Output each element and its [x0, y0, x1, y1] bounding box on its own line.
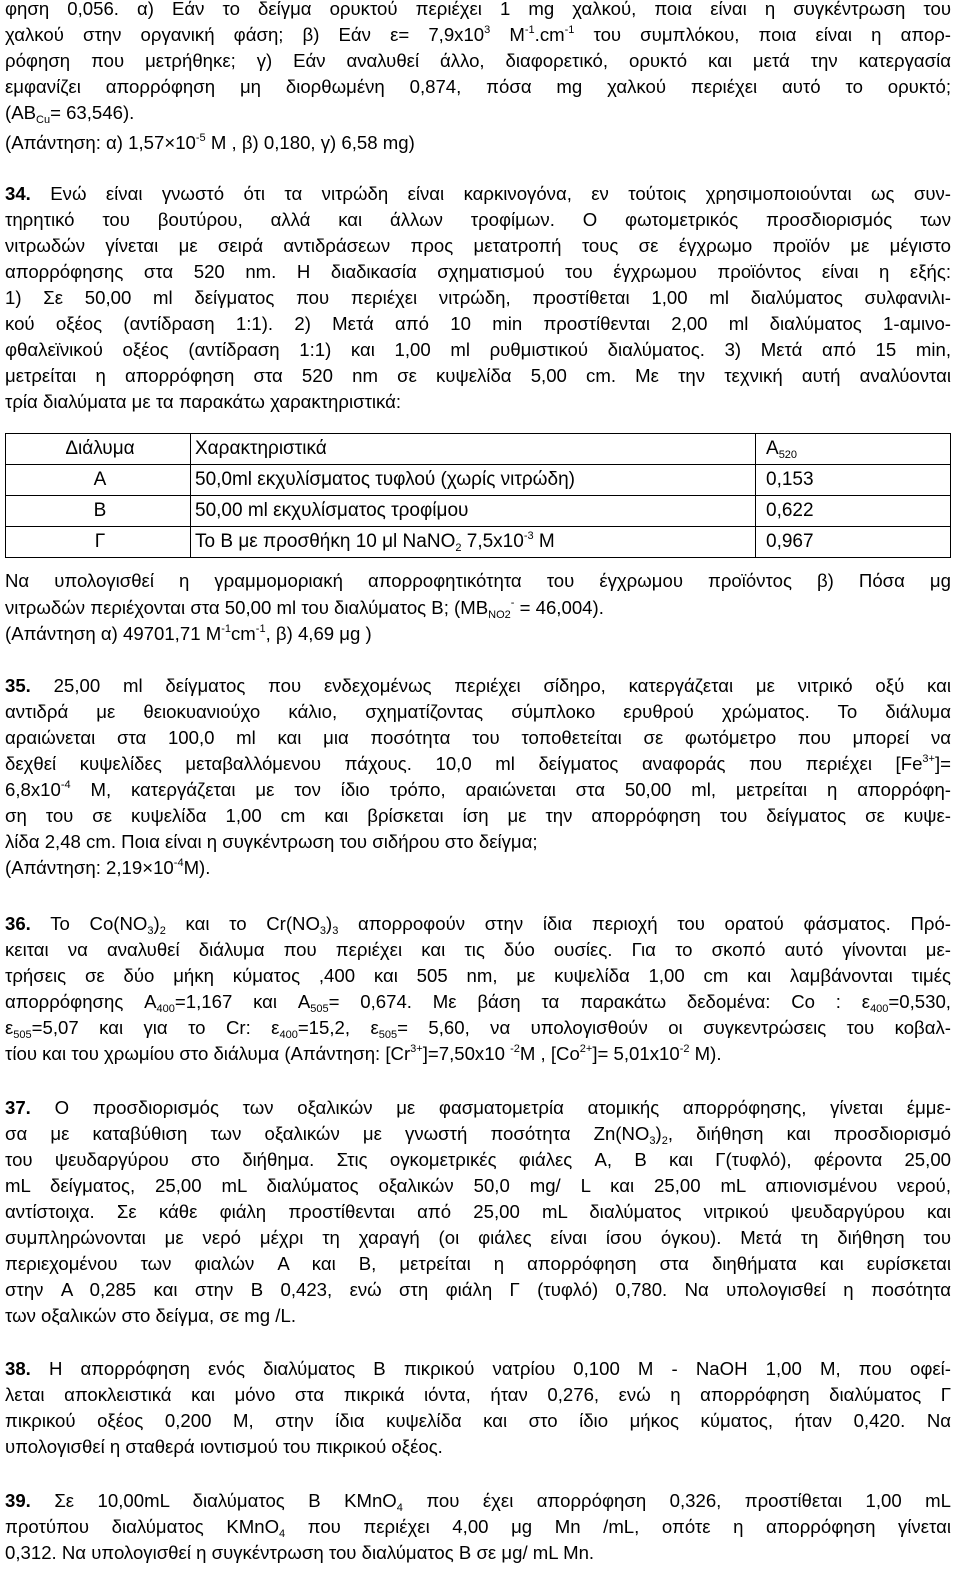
- p34-line-3: [5, 235, 951, 257]
- text: κού οξέος (αντίδραση 1:1). 2) Μετά από 10 min προστίθενται 2,00 ml διαλύματος 1-αμινο-: [5, 313, 951, 334]
- text: = 46,004).: [514, 597, 604, 618]
- superscript: -1: [255, 623, 266, 635]
- text: περιεχομένου των φιαλών A και B, μετρείται η απορρόφηση στα διηθήματα και ευρίσκεται: [5, 1253, 951, 1274]
- text: Γ: [94, 531, 106, 552]
- p34-line-2: [5, 209, 951, 231]
- superscript: -1: [564, 24, 575, 36]
- table-header-cell: [191, 434, 756, 465]
- p36-line-4: [5, 991, 951, 1013]
- text: Το Co(NO: [30, 913, 148, 934]
- problem-number: 39.: [5, 1490, 31, 1511]
- p38-line-4: [5, 1436, 951, 1458]
- text: ]=: [934, 753, 951, 774]
- text: (Απάντηση α) 49701,71 M: [5, 623, 222, 644]
- text: τρήσεις σε δύο μήκη κύματος ,400 και 505 nm, με κυψελίδα 1,00 cm και λαμβάνονται τιμές: [5, 965, 951, 986]
- text: απορρόφησης A: [5, 991, 157, 1012]
- subscript: NO2: [488, 609, 511, 621]
- text: 6,8x10: [5, 779, 61, 800]
- text: του ψευδαργύρου στο διήθημα. Στις ογκομετρικές φιάλες A, B και Γ(τυφλό), φέροντα 25,00: [5, 1149, 951, 1170]
- p34-line-8: [5, 365, 951, 387]
- superscript: -2: [679, 1043, 690, 1055]
- text: , β) 4,69 μg ): [265, 623, 372, 644]
- header-characteristics: Χαρακτηριστικά: [195, 438, 327, 459]
- text: ]= 5,01x10: [592, 1043, 680, 1064]
- text: = 5,60, να υπολογισθούν οι συγκεντρώσεις του κοβαλ-: [397, 1017, 951, 1038]
- subscript: 3: [319, 925, 327, 937]
- superscript: 3+: [410, 1043, 423, 1055]
- subscript: 400: [870, 1003, 889, 1015]
- subscript: 3: [332, 925, 339, 937]
- p33-line-1: [5, 0, 951, 20]
- p34-line-7: [5, 339, 951, 361]
- text: πικρικού οξέος 0,200 M, στην ίδια κυψελίδα και στο ίδιο μήκος κύματος, ήταν 0,420. Να: [5, 1410, 951, 1431]
- text: λεται αποκλειστικά και μόνο στα πικρικά ιόντα, ήταν 0,276, ενώ η απορρόφηση διαλύματος Γ: [5, 1384, 951, 1405]
- p34-answer: [5, 623, 951, 645]
- p33-line-4: [5, 76, 951, 98]
- p35-line-7: [5, 831, 951, 853]
- text: 1) Σε 50,00 ml δείγματος που περιέχει νιτρώδη, προστίθεται 1,00 ml διαλύματος συλφανιλι-: [5, 287, 951, 308]
- subscript: 505: [378, 1029, 398, 1041]
- text: B: [93, 500, 107, 521]
- p36-line-1: [5, 913, 951, 935]
- text: 25,00 ml δείγματος που ενδεχομένως περιέχει σίδηρο, κατεργάζεται με νιτρικό οξύ και: [30, 675, 951, 696]
- p33-answer: [5, 132, 951, 154]
- superscript: -1: [524, 24, 535, 36]
- text: 50,0ml εκχυλίσματος τυφλού (χωρίς νιτρώδη): [195, 469, 575, 490]
- text: mL δείγματος, 25,00 mL διαλύματος οξαλικών 50,0 mg/ L και 25,00 mL απιονισμένου νερού,: [5, 1175, 951, 1196]
- subscript: 4: [279, 1528, 286, 1540]
- text: προτύπου διαλύματος KMnO: [5, 1516, 280, 1537]
- p35-answer: [5, 857, 951, 879]
- text: στην A 0,285 και στην B 0,423, ενώ στη φιάλη Γ (τυφλό) 0,780. Να υπολογισθεί η ποσότητα: [5, 1279, 951, 1300]
- table-row: [6, 527, 951, 558]
- text: ρόφηση που μετρήθηκε; γ) Εάν αναλυθεί άλλο, διαφορετικό, ορυκτό και μετά την κατεργασία: [5, 50, 951, 71]
- subscript: 4: [396, 1502, 403, 1514]
- text: Σε 10,00mL διαλύματος B KMnO: [30, 1490, 397, 1511]
- text: φθαλεϊνικού οξέος (αντίδραση 1:1) και 1,00 ml ρυθμιστικού διαλύματος. 3) Μετά από 15 min,: [5, 339, 951, 360]
- table-cell: [756, 496, 951, 527]
- problem-number: 34.: [5, 183, 31, 204]
- text: Να υπολογισθεί η γραμμομοριακή απορροφητικότητα του έγχρωμου προϊόντος β) Πόσα μg: [5, 570, 951, 591]
- subscript: 400: [279, 1029, 298, 1041]
- p38-line-3: [5, 1410, 951, 1432]
- subscript: 3: [147, 925, 154, 937]
- text: σα με καταβύθιση των οξαλικών με γνωστή ποσότητα Zn(NO: [5, 1123, 650, 1144]
- table-row: [6, 496, 951, 527]
- text: ]=7,50x10: [422, 1043, 511, 1064]
- text: συμπληρώνονται με νερό μέχρι τη χαραγή (οι φιάλες είναι ίσου όγκου). Μετά τη διήθηση του: [5, 1227, 951, 1248]
- header-absorbance: A: [766, 438, 779, 459]
- text: 7,5x10: [461, 531, 524, 552]
- p37-line-6: [5, 1227, 951, 1249]
- table-cell: [6, 465, 191, 496]
- p37-line-2: [5, 1123, 951, 1145]
- text: 50,00 ml εκχυλίσματος τροφίμου: [195, 500, 469, 521]
- text: αντίστοιχα. Σε κάθε φιάλη προστίθενται από 25,00 mL διαλύματος νιτρικού ψευδαργύρου και: [5, 1201, 951, 1222]
- superscript: 2+: [579, 1043, 593, 1055]
- text: μετρείται η απορρόφηση στα 520 nm σε κυψελίδα 5,00 cm. Με την τεχνική αυτή αναλύονται: [5, 365, 951, 386]
- text: 0,622: [766, 500, 814, 521]
- text: M , β) 0,180, γ) 6,58 mg): [205, 132, 415, 153]
- text: 0,312. Να υπολογισθεί η συγκέντρωση του διαλύματος B σε μg/ mL Mn.: [5, 1542, 595, 1563]
- text: =0,530,: [888, 991, 951, 1012]
- table-cell: [191, 496, 756, 527]
- subscript: 3: [649, 1135, 656, 1147]
- text: ε: [5, 1017, 14, 1038]
- text: M: [490, 24, 525, 45]
- p39-line-3: [5, 1542, 951, 1564]
- p35-line-6: [5, 805, 951, 827]
- text: που περιέχει 4,00 μg Mn /mL, οπότε η απορρόφηση γίνεται: [285, 1516, 951, 1537]
- text: ): [153, 913, 160, 934]
- superscript: -4: [60, 779, 71, 791]
- subscript: 400: [156, 1003, 175, 1015]
- text: απορρόφησης στα 520 nm. Η διαδικασία σχηματισμού του έγχρωμου προϊόντος είναι η εξής:: [5, 261, 951, 282]
- superscript: -5: [195, 132, 206, 144]
- text: =15,2, ε: [297, 1017, 379, 1038]
- superscript: -1: [221, 623, 231, 635]
- text: λίδα 2,48 cm. Ποια είναι η συγκέντρωση του σιδήρου στο δείγμα;: [5, 831, 538, 852]
- problem-number: 37.: [5, 1097, 31, 1118]
- p34-line-6: [5, 313, 951, 335]
- subscript: 2: [661, 1135, 668, 1147]
- text: νιτρωδών γίνεται με σειρά αντιδράσεων προς μετατροπή τους σε έγχρωμο προϊόν με μέγιστο: [5, 235, 951, 256]
- p36-line-3: [5, 965, 951, 987]
- text: (Απάντηση: 2,19×10: [5, 857, 174, 878]
- text: 0,967: [766, 531, 814, 552]
- superscript: -4: [173, 857, 184, 869]
- table-header-row: [6, 434, 951, 465]
- text: M, κατεργάζεται με τον ίδιο τρόπο, αραιώνεται στα 50,00 ml, μετρείται η απορρόφη-: [70, 779, 951, 800]
- p37-line-4: [5, 1175, 951, 1197]
- text: δεχθεί κυψελίδες μεταβαλλόμενου πάχους. 10,0 ml δείγματος αναφοράς που περιέχει [Fe: [5, 753, 923, 774]
- p38-line-1: [5, 1358, 951, 1380]
- text: .cm: [534, 24, 565, 45]
- solutions-table: [5, 433, 951, 558]
- table-row: [6, 465, 951, 496]
- p34-question-2: [5, 597, 951, 619]
- text: =1,167 και A: [174, 991, 311, 1012]
- subscript: Cu: [36, 114, 51, 126]
- table-header-cell: [6, 434, 191, 465]
- table-cell: [6, 527, 191, 558]
- text: (AB: [5, 102, 36, 123]
- text: M).: [183, 857, 211, 878]
- p38-line-2: [5, 1384, 951, 1406]
- text: M , [Co: [519, 1043, 580, 1064]
- subscript: 2: [159, 925, 166, 937]
- text: των οξαλικών στο δείγμα, σε mg /L.: [5, 1305, 296, 1326]
- table-cell: [756, 465, 951, 496]
- text: αραιώνεται στα 100,0 ml και μια ποσότητα του τοποθετείται σε φωτόμετρο που μπορεί να: [5, 727, 951, 748]
- text: = 0,674. Με βάση τα παρακάτω δεδομένα: Co : ε: [328, 991, 871, 1012]
- text: απορροφούν στην ίδια περιοχή του ορατού φάσματος. Πρό-: [338, 913, 951, 934]
- p37-line-5: [5, 1201, 951, 1223]
- text: ): [655, 1123, 662, 1144]
- text: φηση 0,056. α) Εάν το δείγμα ορυκτού περιέχει 1 mg χαλκού, ποια είναι η συγκέντρωση του: [5, 0, 951, 19]
- text: M).: [689, 1043, 722, 1064]
- p35-line-5: [5, 779, 951, 801]
- p39-line-2: [5, 1516, 951, 1538]
- p37-line-9: [5, 1305, 951, 1327]
- text: =5,07 και για το Cr: ε: [31, 1017, 280, 1038]
- text: τηρητικό του βουτύρου, αλλά και άλλων τροφίμων. Ο φωτομετρικός προσδιορισμός των: [5, 209, 951, 230]
- p34-question-1: [5, 570, 951, 592]
- subscript: 505: [310, 1003, 329, 1015]
- text: (Απάντηση: α) 1,57×10: [5, 132, 196, 153]
- p33-line-3: [5, 50, 951, 72]
- text: τίου και του χρωμίου στο διάλυμα (Απάντηση: [Cr: [5, 1043, 411, 1064]
- text: = 63,546).: [50, 102, 135, 123]
- p36-line-5: [5, 1017, 951, 1039]
- text: Ο προσδιορισμός των οξαλικών με φασματομετρία ατομικής απορρόφησης, γίνεται έμμε-: [30, 1097, 951, 1118]
- p35-line-1: [5, 675, 951, 697]
- p36-line-6: [5, 1043, 951, 1065]
- text: A: [93, 469, 107, 490]
- table-cell: [756, 527, 951, 558]
- table-cell: [191, 527, 756, 558]
- table-cell: [6, 496, 191, 527]
- problem-number: 35.: [5, 675, 31, 696]
- p34-line-1: [5, 183, 951, 205]
- superscript: 3+: [922, 753, 935, 765]
- table-cell: [191, 465, 756, 496]
- p34-line-9: [5, 391, 951, 413]
- superscript: -3: [523, 530, 534, 542]
- p37-line-3: [5, 1149, 951, 1171]
- text: cm: [230, 623, 256, 644]
- text: τρία διαλύματα με τα παρακάτω χαρακτηριστικά:: [5, 391, 402, 412]
- subscript: 520: [778, 449, 798, 461]
- text: του συμπλόκου, ποια είναι η απορ-: [574, 24, 951, 45]
- p36-line-2: [5, 939, 951, 961]
- p37-line-8: [5, 1279, 951, 1301]
- text: ση του σε κυψελίδα 1,00 cm και βρίσκεται ίση με την απορρόφηση του δείγματος σε κυψε-: [5, 805, 951, 826]
- p33-line-5: [5, 102, 951, 124]
- text: αντιδρά με θειοκυανιούχο κάλιο, σχηματίζοντας σύμπλοκο ερυθρού χρώματος. Το διάλυμα: [5, 701, 951, 722]
- p35-line-2: [5, 701, 951, 723]
- text: και το Cr(NO: [165, 913, 320, 934]
- subscript: 2: [455, 542, 462, 554]
- text: που έχει απορρόφηση 0,326, προστίθεται 1,00 mL: [402, 1490, 951, 1511]
- p33-line-2: [5, 24, 951, 46]
- text: , διήθηση και προσδιορισμό: [667, 1123, 952, 1144]
- superscript: 3: [484, 24, 491, 36]
- text: Η απορρόφηση ενός διαλύματος B πικρικού νατρίου 0,100 M - NaOH 1,00 M, που οφεί-: [30, 1358, 951, 1379]
- text: υπολογισθεί η σταθερά ιοντισμού του πικρικού οξέος.: [5, 1436, 443, 1457]
- text: εμφανίζει απορρόφηση μη διορθωμένη 0,874, πόσα mg χαλκού περιέχει αυτό το ορυκτό;: [5, 76, 952, 97]
- p35-line-3: [5, 727, 951, 749]
- text: 0,153: [766, 469, 814, 490]
- p35-line-4: [5, 753, 951, 775]
- p34-line-4: [5, 261, 951, 283]
- p37-line-7: [5, 1253, 951, 1275]
- subscript: 505: [13, 1029, 32, 1041]
- problem-number: 36.: [5, 913, 31, 934]
- text: κειται να αναλυθεί διάλυμα που περιέχει και τις δύο ουσίες. Για το σκοπό αυτό γίνονται με-: [5, 939, 951, 960]
- text: Ενώ είναι γνωστό ότι τα νιτρώδη είναι καρκινογόνα, εν τούτοις χρησιμοποιούνται ως συν-: [30, 183, 951, 204]
- text: M: [533, 531, 555, 552]
- superscript: -2: [510, 1043, 520, 1055]
- p39-line-1: [5, 1490, 951, 1512]
- p37-line-1: [5, 1097, 951, 1119]
- text: Το Β με προσθήκη 10 μl NaNO: [195, 531, 456, 552]
- problem-number: 38.: [5, 1358, 31, 1379]
- text: ): [326, 913, 333, 934]
- p34-line-5: [5, 287, 951, 309]
- header-solution: Διάλυμα: [65, 438, 135, 459]
- text: χαλκού στην οργανική φάση; β) Εάν ε= 7,9x10: [5, 24, 485, 45]
- text: νιτρωδών περιέχονται στα 50,00 ml του διαλύματος B; (MB: [5, 597, 489, 618]
- table-header-cell: [756, 434, 951, 465]
- superscript: -: [510, 597, 515, 609]
